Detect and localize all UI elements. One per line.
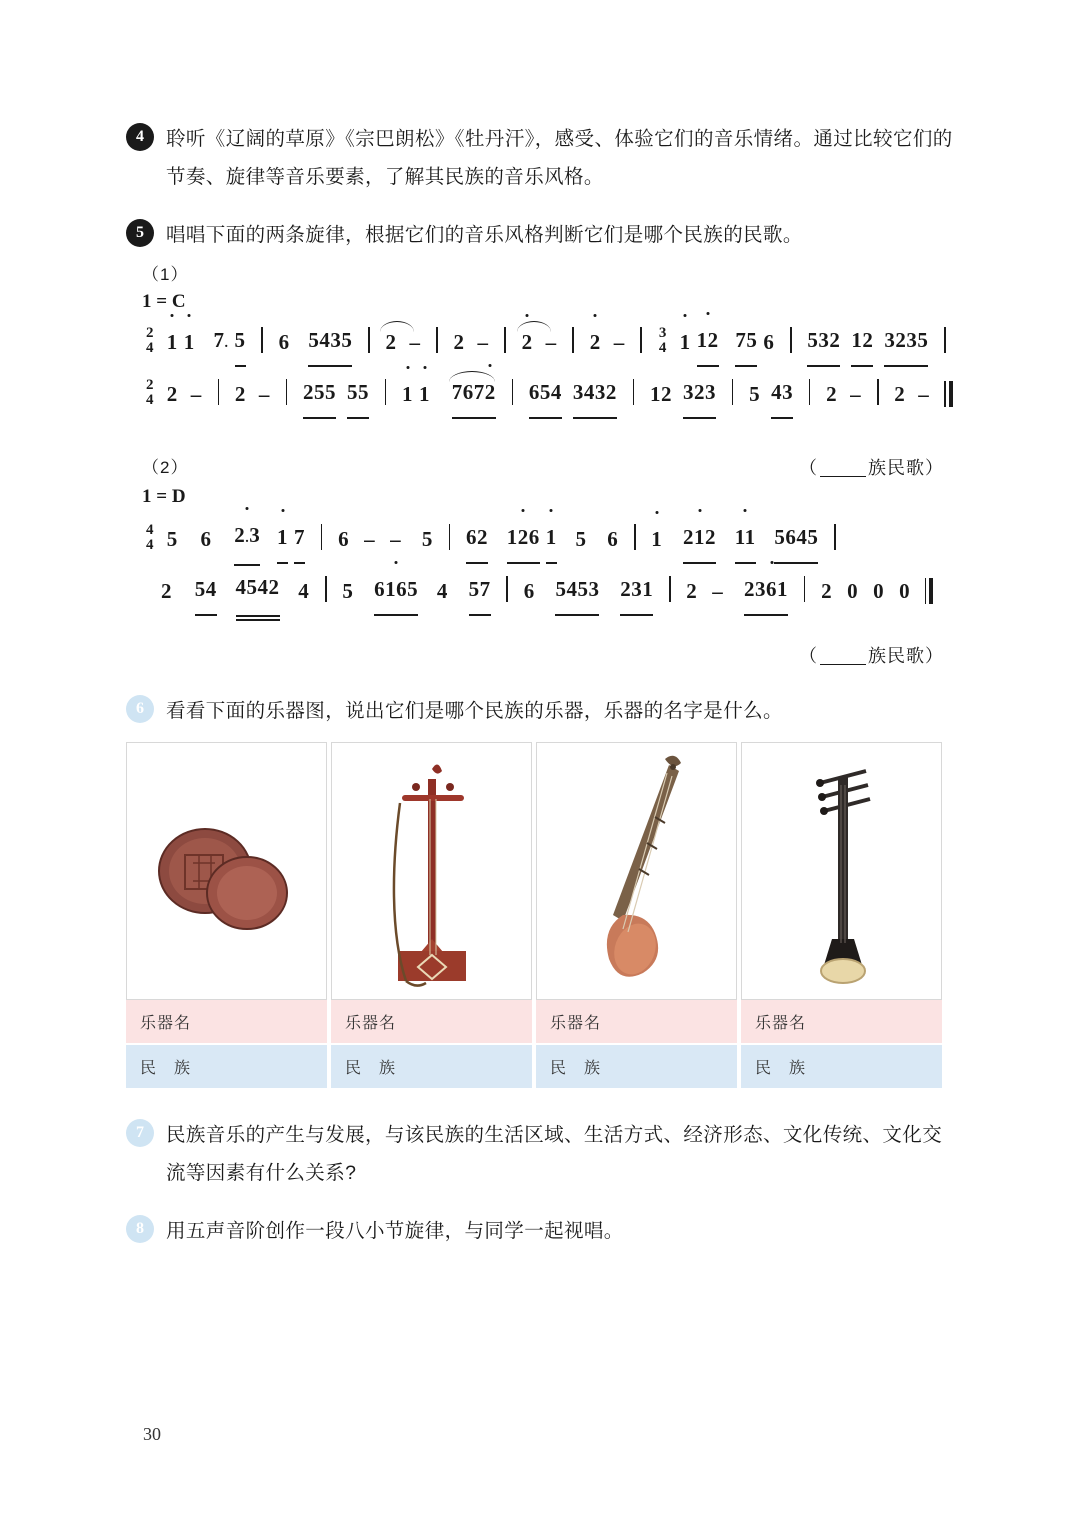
instrument-column-3 [536, 742, 737, 1088]
instrument-column-1 [126, 742, 327, 1088]
question-text-8: 用五声音阶创作一段八小节旋律，与同学一起视唱。 [166, 1220, 624, 1242]
score-line-1-2: 2 4 2 – 2 – 255 55 1 1 7672 654 3432 12 323 5 43 2 – 2 – [142, 369, 954, 415]
dongbula-icon [536, 742, 737, 1000]
score-block-1 [126, 260, 954, 415]
key-signature-1: 1 = C [142, 291, 186, 312]
instrument-nation-label-3: 民 族 [536, 1045, 737, 1088]
instrument-column-4 [741, 742, 942, 1088]
question-5 [126, 216, 954, 254]
question-number-4: 4 [126, 123, 154, 151]
question-7 [126, 1116, 954, 1192]
score-line-1-1: 2 4 1 1 7. 5 6 5435 2 – 2 – 2 – 2 – 3 4 1 12 75 6 532 12 3235 [142, 317, 954, 363]
question-text-5: 唱唱下面的两条旋律，根据它们的音乐风格判断它们是哪个民族的民歌。 [166, 224, 803, 246]
question-number-7: 7 [126, 1119, 154, 1147]
question-number-6: 6 [126, 695, 154, 723]
instrument-nation-label-2: 民 族 [331, 1045, 532, 1088]
instrument-nation-label-1: 民 族 [126, 1045, 327, 1088]
question-text-4: 聆听《辽阔的草原》《宗巴朗松》《牡丹汗》，感受、体验它们的音乐情绪。通过比较它们的节奏、旋律等音乐要素，了解其民族的音乐风格。 [166, 128, 953, 188]
question-text-7: 民族音乐的产生与发展，与该民族的生活区域、生活方式、经济形态、文化传统、文化交流等因素有什么关系? [166, 1124, 943, 1184]
question-number-5: 5 [126, 219, 154, 247]
score-label-2: （2） [142, 458, 189, 477]
instrument-name-label-1: 乐器名 [126, 1000, 327, 1043]
page-number: 30 [143, 1424, 161, 1444]
instrument-nation-label-4: 民 族 [741, 1045, 942, 1088]
nation-blank-2: （ 族民歌） [799, 646, 944, 666]
key-signature-2: 1 = D [142, 486, 186, 507]
question-6 [126, 692, 954, 730]
sanxian-icon [741, 742, 942, 1000]
page-content [126, 120, 954, 1270]
instrument-name-label-4: 乐器名 [741, 1000, 942, 1043]
frame-drum-icon [126, 742, 327, 1000]
score-label-1: （1） [142, 265, 189, 284]
score-line-2-1: 4 4 5 6 2.3 1 7 6 – – 5 62 126 1 5 6 1 212 11 5645 [142, 512, 954, 558]
score-line-2-2: 2 54 4542 4 5 6165 4 57 6 5453 231 2 – 2361 2 0 0 0 [158, 564, 954, 610]
time-signature-4-4: 4 4 [146, 522, 154, 553]
question-number-8: 8 [126, 1215, 154, 1243]
question-8 [126, 1212, 954, 1250]
score-block-2 [126, 449, 954, 668]
question-text-6: 看看下面的乐器图，说出它们是哪个民族的乐器，乐器的名字是什么。 [166, 700, 783, 722]
time-signature-3-4-b: 2 4 [146, 377, 154, 409]
question-4 [126, 120, 954, 196]
matouqin-icon [331, 742, 532, 1000]
nation-blank-1: （ 族民歌） [799, 458, 944, 478]
time-signature-2-4: 2 4 [146, 325, 154, 357]
time-signature-3-4: 3 4 [658, 325, 667, 357]
instrument-name-label-3: 乐器名 [536, 1000, 737, 1043]
instrument-column-2 [331, 742, 532, 1088]
instrument-name-label-2: 乐器名 [331, 1000, 532, 1043]
instrument-table [126, 742, 954, 1088]
